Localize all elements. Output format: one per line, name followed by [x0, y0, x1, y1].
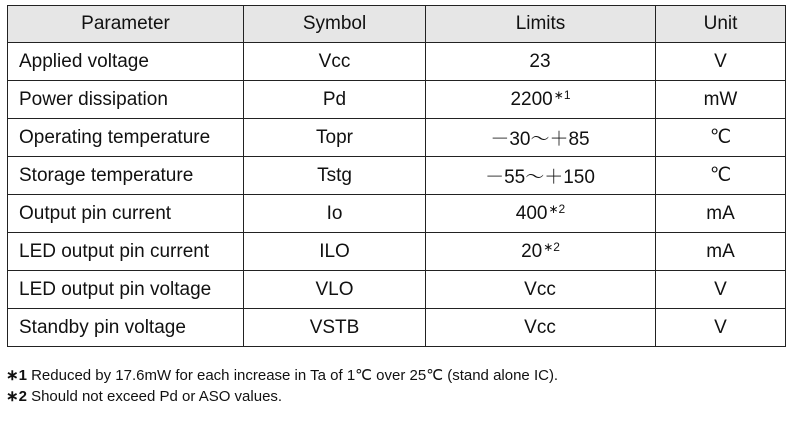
cell-parameter: LED output pin voltage: [8, 271, 244, 309]
header-parameter: Parameter: [8, 6, 244, 43]
cell-limits: [426, 157, 656, 195]
cell-unit: ℃: [656, 157, 786, 195]
table-row: [8, 81, 786, 119]
table-row: [8, 119, 786, 157]
header-limits: Limits: [426, 6, 656, 43]
cell-limits: [426, 81, 656, 119]
cell-symbol: Topr: [244, 119, 426, 157]
footnote-text: Should not exceed Pd or ASO values.: [26, 388, 283, 405]
footnote-ref: ∗1: [553, 88, 571, 102]
limits-value: －55～＋150: [485, 167, 595, 188]
cell-unit: V: [656, 309, 786, 347]
cell-parameter: Output pin current: [8, 195, 244, 233]
cell-parameter: Operating temperature: [8, 119, 244, 157]
cell-symbol: Io: [244, 195, 426, 233]
cell-unit: V: [656, 271, 786, 309]
ratings-table: [7, 5, 786, 347]
cell-symbol: VSTB: [244, 309, 426, 347]
cell-limits: [426, 43, 656, 81]
cell-symbol: Vcc: [244, 43, 426, 81]
footnote-ref: ∗2: [543, 240, 560, 254]
limits-value: 20: [521, 241, 543, 262]
table-row: [8, 309, 786, 347]
footnote-2: [6, 386, 558, 407]
table-row: [8, 195, 786, 233]
cell-parameter: LED output pin current: [8, 233, 244, 271]
limits-value: Vcc: [524, 317, 556, 338]
cell-limits: [426, 271, 656, 309]
table-row: [8, 43, 786, 81]
cell-symbol: VLO: [244, 271, 426, 309]
limits-value: 23: [529, 51, 551, 72]
cell-unit: V: [656, 43, 786, 81]
cell-parameter: Standby pin voltage: [8, 309, 244, 347]
cell-limits: [426, 119, 656, 157]
cell-unit: mA: [656, 233, 786, 271]
cell-symbol: ILO: [244, 233, 426, 271]
cell-limits: [426, 233, 656, 271]
cell-limits: [426, 195, 656, 233]
footnote-ref: ∗2: [548, 202, 566, 216]
table-row: [8, 233, 786, 271]
header-symbol: Symbol: [244, 6, 426, 43]
footnote-1: [6, 365, 558, 386]
cell-symbol: Tstg: [244, 157, 426, 195]
table-row: [8, 271, 786, 309]
limits-value: 2200: [510, 89, 553, 110]
cell-unit: mA: [656, 195, 786, 233]
limits-value: 400: [515, 203, 548, 224]
cell-parameter: Power dissipation: [8, 81, 244, 119]
cell-unit: mW: [656, 81, 786, 119]
footnote-mark: ∗1: [6, 367, 27, 384]
footnotes: [6, 365, 558, 407]
limits-value: －30～＋85: [490, 129, 590, 150]
footnote-mark: ∗2: [6, 388, 27, 405]
table-row: [8, 157, 786, 195]
cell-unit: ℃: [656, 119, 786, 157]
footnote-text: Reduced by 17.6mW for each increase in Ta of 1℃ over 25℃ (stand alone IC).: [26, 367, 559, 384]
header-unit: Unit: [656, 6, 786, 43]
cell-symbol: Pd: [244, 81, 426, 119]
limits-value: Vcc: [524, 279, 556, 300]
cell-parameter: Storage temperature: [8, 157, 244, 195]
table-header-row: [8, 6, 786, 43]
cell-limits: [426, 309, 656, 347]
cell-parameter: Applied voltage: [8, 43, 244, 81]
